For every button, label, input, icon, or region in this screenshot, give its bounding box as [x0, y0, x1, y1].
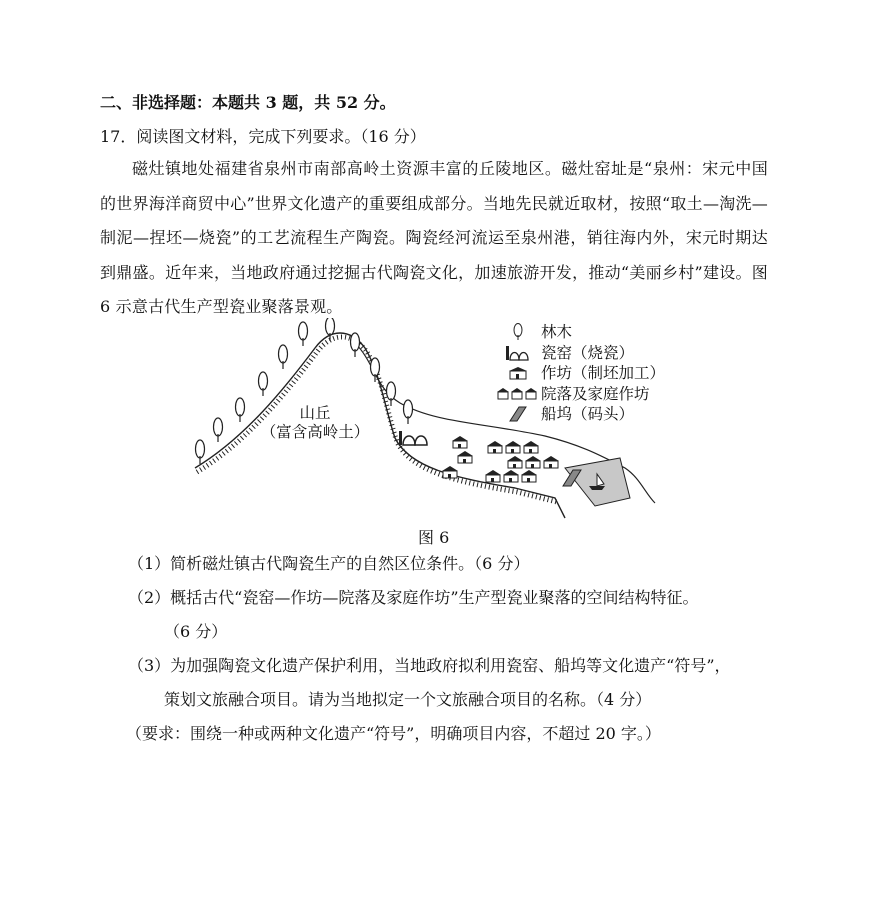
- question-3-line2: 策划文旅融合项目。请为当地拟定一个文旅融合项目的名称。（4 分）: [164, 690, 652, 709]
- legend-label: 瓷窑（烧瓷）: [541, 343, 635, 362]
- tree-icon: [279, 345, 288, 369]
- workshop-icon: [452, 436, 468, 448]
- tree-icon: [387, 382, 396, 406]
- tree-icon: [495, 323, 541, 341]
- figure-legend: [495, 322, 665, 425]
- question-3-line1: （3）为加强陶瓷文化遗产保护利用，当地政府拟利用瓷窑、船坞等文化遗产“符号”，: [128, 656, 731, 675]
- courtyard-icon: [525, 456, 541, 468]
- material-paragraph: 磁灶镇地处福建省泉州市南部高岭土资源丰富的丘陵地区。磁灶窑址是“泉州：宋元中国的世界海洋商贸中心”世界文化遗产的重要组成部分。当地先民就近取材，按照“取土—淘洗—制泥—捏坯—烧瓷”的工艺流程生产陶瓷。陶瓷经河流运至泉州港，销往海内外，宋元时期达到鼎盛。近年来，当地政府通过挖掘古代陶瓷文化，加速旅游开发，推动“美丽乡村”建设。图 6 示意古代生产型瓷业聚落景观。: [100, 159, 768, 316]
- tree-icon: [196, 440, 205, 464]
- courtyard-icon: [487, 441, 503, 453]
- dock-icon: [495, 405, 541, 423]
- workshop-icon: [495, 364, 541, 382]
- requirement-note: （要求：围绕一种或两种文化遗产“符号”，明确项目内容，不超过 20 字。）: [126, 724, 661, 743]
- legend-item: [495, 363, 665, 384]
- legend-item: [495, 322, 665, 343]
- tree-icon: [404, 400, 413, 424]
- tree-icon: [351, 333, 360, 357]
- legend-label: 船坞（码头）: [541, 405, 635, 423]
- courtyard-icon: [495, 385, 541, 403]
- legend-label: 作坊（制坯加工）: [541, 364, 666, 382]
- courtyard-icon: [521, 470, 537, 482]
- hill-label-line1: 山丘: [299, 404, 331, 422]
- section-title: 二、非选择题：本题共 3 题，共 52 分。: [100, 93, 396, 112]
- hill-label: [260, 404, 370, 442]
- legend-label: 院落及家庭作坊: [541, 384, 650, 403]
- courtyard-icon: [523, 441, 539, 453]
- question-header: 17．阅读图文材料，完成下列要求。（16 分）: [100, 127, 426, 146]
- tree-icon: [236, 398, 245, 422]
- question-1: （1）简析磁灶镇古代陶瓷生产的自然区位条件。（6 分）: [128, 554, 530, 573]
- courtyard-icon: [503, 470, 519, 482]
- courtyard-icon: [485, 470, 501, 482]
- kiln-icon: [399, 431, 427, 445]
- tree-icon: [214, 418, 223, 442]
- workshop-icon: [442, 466, 458, 478]
- courtyard-icon: [507, 456, 523, 468]
- question-2-line2: （6 分）: [164, 622, 228, 641]
- question-2-line1: （2）概括古代“瓷窑—作坊—院落及家庭作坊”生产型瓷业聚落的空间结构特征。: [128, 588, 699, 607]
- legend-label: 林木: [541, 323, 573, 341]
- legend-item: [495, 343, 665, 364]
- kiln-icon: [495, 344, 541, 362]
- tree-icon: [299, 322, 308, 346]
- figure-caption: 图 6: [418, 528, 450, 547]
- hill-label-line2: （富含高岭土）: [260, 423, 370, 441]
- workshop-icon: [457, 451, 473, 463]
- courtyard-icon: [505, 441, 521, 453]
- legend-item: [495, 404, 665, 425]
- courtyard-icon: [543, 456, 559, 468]
- legend-item: [495, 384, 665, 405]
- tree-icon: [259, 372, 268, 396]
